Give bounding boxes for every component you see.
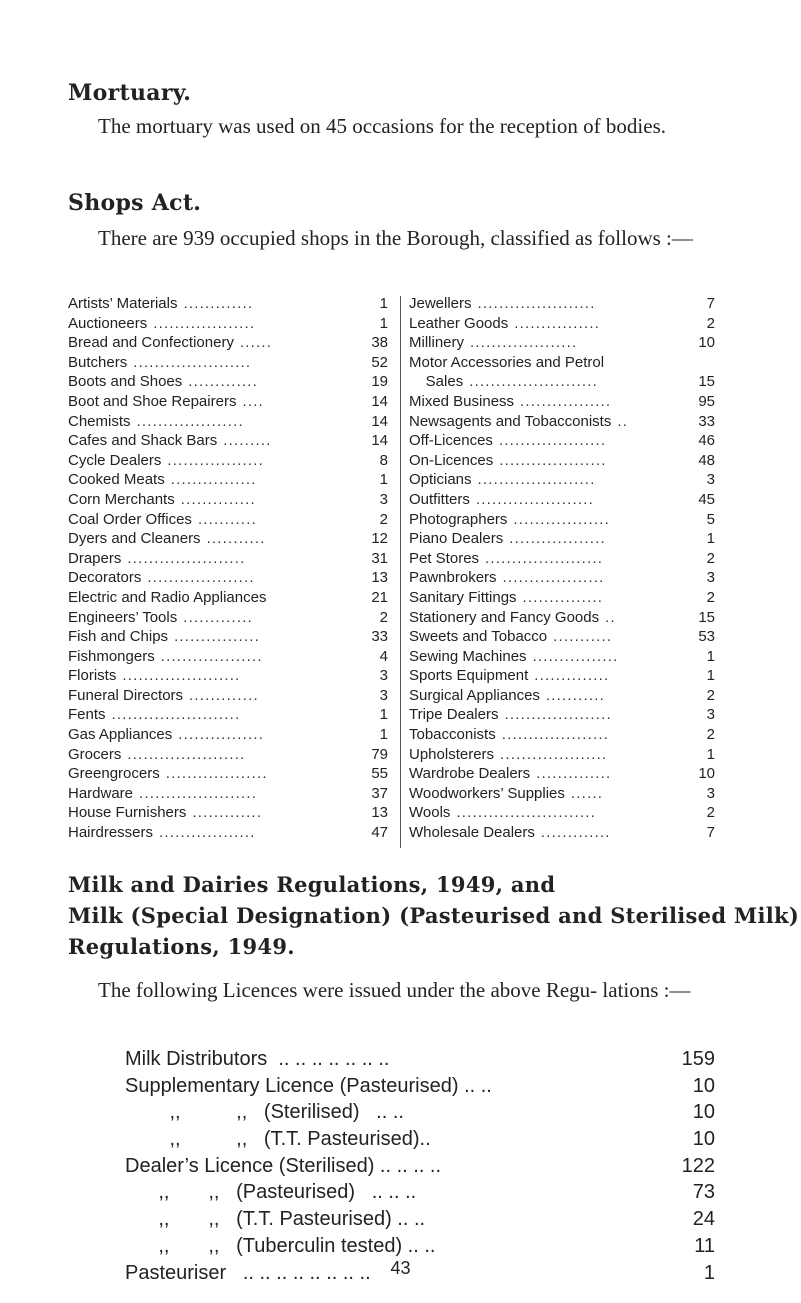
shop-entry [68,490,388,510]
shop-entry [409,510,715,530]
shop-category: Decorators [68,569,142,587]
shop-entry [68,314,388,334]
licence-list [125,1046,715,1286]
shop-category: Sweets and Tobacco [409,628,548,646]
shop-entry [68,568,388,588]
shop-category: Funeral Directors [68,686,184,704]
shop-count: 1 [379,314,388,332]
shop-category: Off-Licences [409,432,493,450]
shop-category: Fents [68,706,106,724]
shop-count: 2 [706,726,715,744]
shop-entry [68,529,388,549]
column-divider [400,296,401,848]
shop-entry [68,470,388,490]
licence-entry [125,1046,715,1073]
leader-dots: ......... [223,432,272,450]
shops-heading: Shops Act. [68,190,202,216]
leader-dots: .................. [159,824,256,842]
shop-entry [409,294,715,314]
shop-entry [409,451,715,471]
shop-count: 3 [379,490,388,508]
leader-dots: ................ [514,314,601,332]
shop-category: Tobacconists [409,726,496,744]
shop-count: 5 [706,510,715,528]
leader-dots: ........... [545,686,605,704]
shop-category: Photographers [409,510,508,528]
leader-dots: .............. [180,490,256,508]
shop-category: Stationery and Fancy Goods [409,608,600,626]
shop-entry [409,314,715,334]
shop-entry [68,294,388,314]
shop-entry [409,549,715,569]
shop-entry [409,627,715,647]
leader-dots: ................... [165,765,268,783]
shop-category: Grocers [68,745,122,763]
shop-count: 2 [379,510,388,528]
shop-category: Leather Goods [409,314,509,332]
milk-text: The following Licences were issued under the above Regu- lations :— [98,978,691,1002]
shop-entry [68,784,388,804]
licence-entry [125,1073,715,1100]
shop-category: Greengrocers [68,765,160,783]
shop-count: 14 [371,392,388,410]
shop-category: Fishmongers [68,647,155,665]
milk-heading-line2: Milk (Special Designation) (Pasteurised and Sterilised Milk) [68,903,800,928]
licence-entry [125,1206,715,1233]
shop-entry [409,412,715,432]
shop-entry [68,764,388,784]
shop-category: House Furnishers [68,804,187,822]
leader-dots: ........... [197,510,257,528]
shop-count: 7 [706,824,715,842]
shop-entry [409,823,715,843]
licence-type: Milk Distributors .. .. .. .. .. .. .. [125,1048,390,1070]
leader-dots: ................... [160,647,263,665]
shop-category: Cooked Meats [68,471,165,489]
shop-count: 14 [371,432,388,450]
leader-dots: .................. [513,510,611,528]
leader-dots: ...................... [139,784,258,802]
shop-entry [409,392,715,412]
leader-dots: .................... [499,451,607,469]
shop-count: 12 [371,530,388,548]
shop-entry [68,725,388,745]
shop-category: Electric and Radio Appliances [68,588,267,606]
shop-count: 46 [698,432,715,450]
shop-count: 13 [371,804,388,822]
leader-dots: ............. [192,804,263,822]
shop-entry [409,784,715,804]
shop-category: Corn Merchants [68,490,175,508]
shop-category: Surgical Appliances [409,686,540,704]
licence-count: 10 [692,1101,715,1124]
shop-count: 15 [698,373,715,391]
shop-category: Bread and Confectionery [68,334,234,352]
shop-count: 7 [706,295,715,312]
shop-count: 3 [706,569,715,587]
shop-entry [409,529,715,549]
shop-category: Outfitters [409,490,470,508]
licence-count: 11 [694,1234,715,1257]
shop-count: 38 [371,334,388,352]
shop-count: 15 [698,608,715,626]
shop-count: 95 [698,392,715,410]
shop-entry [409,705,715,725]
shop-count: 2 [379,608,388,626]
leader-dots: ........... [553,628,613,646]
shop-category: Hardware [68,784,134,802]
shop-count: 1 [379,726,388,744]
shop-entry [409,470,715,490]
leader-dots: ............. [183,295,254,312]
leader-dots: ...................... [133,353,252,371]
licence-count: 10 [692,1074,715,1097]
shop-count: 31 [371,549,388,567]
shop-entry [409,666,715,686]
shop-entry [409,490,715,510]
licence-type: ,, ,, (Sterilised) .. .. [125,1101,404,1124]
shop-entry [409,608,715,628]
shop-category: On-Licences [409,451,494,469]
leader-dots: ........................ [111,706,241,724]
leader-dots: ................. [520,392,612,410]
leader-dots: .............. [534,667,610,685]
shop-category: Engineers’ Tools [68,608,178,626]
shop-category: Newsagents and Tobacconists [409,412,612,430]
shop-count: 3 [706,784,715,802]
licence-entry [125,1126,715,1153]
shop-category: Piano Dealers [409,530,504,548]
shop-category: Coal Order Offices [68,510,192,528]
shop-count: 8 [379,451,388,469]
leader-dots: ........... [206,530,266,548]
leader-dots: ................ [532,647,619,665]
shop-category: Sewing Machines [409,647,527,665]
shop-count: 21 [371,588,388,606]
leader-dots: .... [242,392,264,410]
shop-entry [409,588,715,608]
licence-type: ,, ,, (T.T. Pasteurised).. [125,1128,431,1151]
shop-entry [68,608,388,628]
shop-count: 1 [706,667,715,685]
shop-count: 2 [706,804,715,822]
shop-category: Sanitary Fittings [409,588,517,606]
shop-category: Chemists [68,412,131,430]
leader-dots: ...................... [477,471,596,489]
shop-count: 2 [706,686,715,704]
shop-category: Auctioneers [68,314,148,332]
licence-count: 24 [692,1208,715,1231]
leader-dots: .................... [504,706,612,724]
shop-count: 2 [706,314,715,332]
leader-dots: ...................... [127,549,246,567]
licence-count: 1 [703,1261,715,1284]
shop-count: 4 [379,647,388,665]
leader-dots: ........................ [469,373,599,391]
shop-entry [409,647,715,667]
shop-category: Sales [409,373,464,391]
shop-count: 48 [698,451,715,469]
shop-category: Artists’ Materials [68,295,178,312]
shop-category: Opticians [409,471,472,489]
shop-category: Boots and Shoes [68,373,183,391]
shop-category: Hairdressers [68,824,154,842]
shop-count: 19 [371,373,388,391]
shop-entry [409,431,715,451]
shop-count: 13 [371,569,388,587]
shop-category: Dyers and Cleaners [68,530,201,548]
leader-dots: ................ [174,628,260,646]
shop-count: 45 [698,490,715,508]
shop-category: Cycle Dealers [68,451,162,469]
licence-entry [125,1153,715,1180]
shop-count: 52 [371,353,388,371]
leader-dots: ...................... [127,745,246,763]
shop-entry [68,745,388,765]
shop-list-right [409,294,715,843]
shop-entry [68,510,388,530]
leader-dots: ............... [522,588,604,606]
licence-count: 73 [692,1181,715,1204]
shop-entry [68,333,388,353]
shop-entry [409,353,715,373]
leader-dots: ............. [189,686,259,704]
shop-list-left [68,294,388,843]
milk-heading-line1: Milk and Dairies Regulations, 1949, and [68,872,556,897]
shop-entry [68,412,388,432]
licence-entry [125,1233,715,1260]
shop-entry [409,745,715,765]
leader-dots: .................... [136,412,244,430]
shop-entry [68,823,388,843]
shop-category: Butchers [68,353,128,371]
shop-count: 33 [698,412,715,430]
shop-count: 1 [379,295,388,312]
shop-count: 3 [379,667,388,685]
shop-count: 1 [706,647,715,665]
shop-entry [409,568,715,588]
shop-count: 1 [706,530,715,548]
shop-entry [409,333,715,353]
leader-dots: ...... [570,784,604,802]
shop-count: 1 [379,471,388,489]
shop-entry [409,764,715,784]
shop-count: 47 [371,824,388,842]
shop-category: Millinery [409,334,465,352]
leader-dots: ................ [170,471,257,489]
shop-entry [68,353,388,373]
leader-dots: .. [617,412,629,430]
shop-category: Cafes and Shack Bars [68,432,218,450]
shop-count: 10 [698,334,715,352]
leader-dots: ................... [502,569,605,587]
shop-category: Mixed Business [409,392,515,410]
mortuary-heading: Mortuary. [68,80,192,106]
leader-dots: ............. [540,824,611,842]
shop-entry [68,705,388,725]
licence-entry [125,1179,715,1206]
shop-count: 2 [706,588,715,606]
shop-entry [68,451,388,471]
shop-count: 53 [698,628,715,646]
shop-entry [68,647,388,667]
shop-category: Motor Accessories and Petrol [409,353,605,371]
licence-count: 122 [681,1154,715,1177]
leader-dots: ............. [183,608,254,626]
shop-category: Sports Equipment [409,667,529,685]
leader-dots: .. [605,608,616,626]
leader-dots: ...................... [485,549,604,567]
shop-category: Fish and Chips [68,628,169,646]
shop-category: Wardrobe Dealers [409,765,531,783]
shop-count: 3 [706,471,715,489]
shop-category: Boot and Shoe Repairers [68,392,237,410]
licence-type: Pasteuriser .. .. .. .. .. .. .. .. [125,1261,371,1284]
shop-entry [409,372,715,392]
shop-count: 10 [698,765,715,783]
shop-count: 14 [371,412,388,430]
shop-entry [409,803,715,823]
shop-entry [68,666,388,686]
shop-count: 3 [379,686,388,704]
shop-entry [68,627,388,647]
shop-category: Jewellers [409,295,472,312]
shop-category: Wholesale Dealers [409,824,535,842]
leader-dots: .................... [147,569,255,587]
shop-count: 33 [371,628,388,646]
licence-count: 10 [692,1128,715,1151]
leader-dots: ................ [178,726,265,744]
shop-count: 2 [706,549,715,567]
leader-dots: ...................... [477,295,596,312]
shop-count: 55 [371,765,388,783]
shop-entry [409,686,715,706]
licence-type: ,, ,, (Pasteurised) .. .. .. [125,1181,417,1204]
milk-heading-line3: Regulations, 1949. [68,934,295,959]
licence-count: 159 [681,1048,715,1070]
shop-category: Gas Appliances [68,726,173,744]
leader-dots: .................... [498,432,607,450]
shop-count: 79 [371,745,388,763]
licence-entry [125,1099,715,1126]
licence-type: ,, ,, (Tuberculin tested) .. .. [125,1234,436,1257]
shop-entry [409,725,715,745]
shop-entry [68,588,388,608]
shop-count: 1 [706,745,715,763]
shop-category: Woodworkers’ Supplies [409,784,565,802]
licence-type: Dealer’s Licence (Sterilised) .. .. .. .. [125,1154,442,1177]
shop-entry [68,549,388,569]
leader-dots: .................... [501,726,610,744]
shop-category: Pawnbrokers [409,569,497,587]
shop-entry [68,431,388,451]
leader-dots: .............. [536,765,612,783]
mortuary-text: The mortuary was used on 45 occasions for the reception of bodies. [98,114,667,138]
leader-dots: .......................... [456,804,596,822]
leader-dots: .................... [470,334,578,352]
shops-text: There are 939 occupied shops in the Borough, classified as follows :— [98,226,693,250]
shop-category: Pet Stores [409,549,480,567]
shop-count: 37 [371,784,388,802]
shop-category: Tripe Dealers [409,706,499,724]
shop-category: Wools [409,804,451,822]
shop-category: Florists [68,667,117,685]
shop-count: 3 [706,706,715,724]
leader-dots: .................. [167,451,264,469]
shop-entry [68,686,388,706]
licence-type: Supplementary Licence (Pasteurised) .. .. [125,1074,492,1097]
shop-entry [68,372,388,392]
leader-dots: ............. [188,373,259,391]
shop-category: Upholsterers [409,745,495,763]
licence-type: ,, ,, (T.T. Pasteurised) .. .. [125,1208,426,1231]
leader-dots: ...................... [475,490,594,508]
leader-dots: .................... [500,745,608,763]
leader-dots: ................... [153,314,256,332]
page-number: 43 [390,1258,411,1278]
shop-entry [68,392,388,412]
leader-dots: ...... [239,334,273,352]
shop-category: Drapers [68,549,122,567]
leader-dots: .................. [509,530,606,548]
shop-count: 1 [379,706,388,724]
shop-entry [68,803,388,823]
leader-dots: ...................... [122,667,241,685]
